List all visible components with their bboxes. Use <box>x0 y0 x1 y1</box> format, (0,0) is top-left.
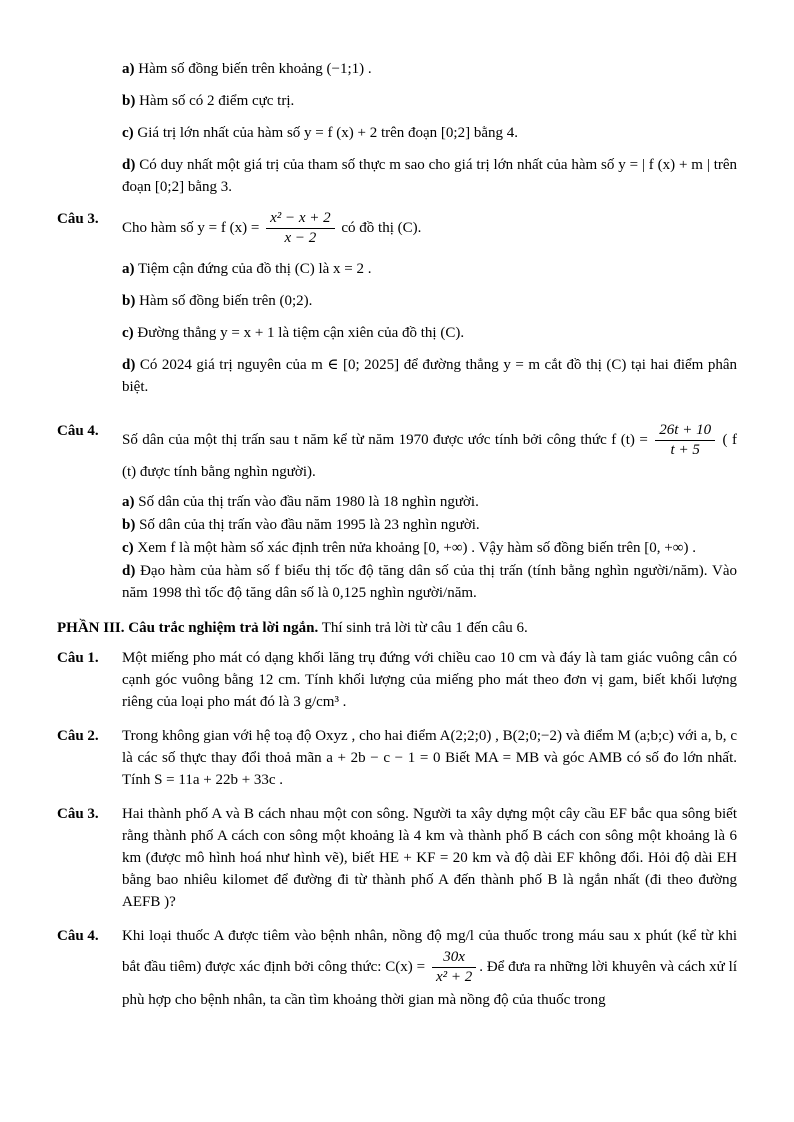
statement-text: Hàm số có 2 điểm cực trị. <box>139 93 295 109</box>
statement-label: a) <box>122 260 135 277</box>
statement-d <box>122 154 737 198</box>
statement-b <box>122 90 737 112</box>
statement-text: Xem f là một hàm số xác định trên nửa khoảng [0, +∞) . Vậy hàm số đồng biến trên [0, +∞) . <box>137 540 696 556</box>
question-text: Hai thành phố A và B cách nhau một con sông. Người ta xây dựng một cây cầu EF bắc qua sông biết rằng thành phố A cách con sông một khoảng là 4 km và thành phố B cách con sông một khoảng là 6 km (được mô hình hoá như hình vẽ), biết HE + KF = 20 km và độ dài EF không đổi. Hỏi độ dài EH bằng bao nhiêu kilomet để đường đi từ thành phố A đến thành phố B là ngắn nhất (đi theo đường AEFB )? <box>122 806 737 910</box>
statement-label: d) <box>122 157 136 173</box>
statement-a <box>122 491 737 513</box>
statement-text: Tiệm cận đứng của đồ thị (C) là x = 2 . <box>137 260 372 277</box>
question-body <box>122 725 737 791</box>
question-body <box>122 803 737 913</box>
question-label: Câu 3. <box>57 211 99 227</box>
statement-text: Số dân của thị trấn vào đầu năm 1980 là 18 nghìn người. <box>138 494 479 510</box>
fraction <box>432 949 476 987</box>
question-label: Câu 4. <box>57 928 99 944</box>
question-text-post: . Để đưa ra những lời khuyên và cách xử lí phù hợp cho bệnh nhân, ta cần tìm khoảng thời gian mà nồng độ của thuốc trong <box>122 959 737 1008</box>
question-body <box>122 647 737 713</box>
statement-text: Hàm số đồng biến trên (0;2). <box>139 292 313 309</box>
statement-b <box>122 514 737 536</box>
statement-c <box>122 122 737 144</box>
question-label: Câu 2. <box>57 728 99 744</box>
fraction <box>655 422 715 460</box>
question-body <box>122 420 737 606</box>
statement-label: a) <box>122 494 135 510</box>
statement-text: Đạo hàm của hàm số f biểu thị tốc độ tăng dân số của thị trấn (tính bằng nghìn người/năm). Vào năm 1998 thì tốc độ tăng dân số là 0,125 nghìn người/năm. <box>122 563 737 601</box>
fraction-denominator: x² + 2 <box>435 969 473 986</box>
question-intro <box>122 420 737 484</box>
statement-c <box>122 537 737 559</box>
statement-c <box>122 322 737 344</box>
fraction-denominator: t + 5 <box>670 441 700 458</box>
question-body <box>122 208 737 408</box>
part3-heading-instruction: Thí sinh trả lời từ câu 1 đến câu 6. <box>321 620 528 636</box>
fraction-numerator: x² − x + 2 <box>266 210 335 229</box>
question-label: Câu 4. <box>57 422 99 439</box>
statement-text: Số dân của thị trấn vào đầu năm 1995 là 23 nghìn người. <box>139 517 480 533</box>
intro-text-pre: Cho hàm số y = f (x) = <box>122 220 260 237</box>
fraction-numerator: 30x <box>432 949 476 968</box>
statement-text: Giá trị lớn nhất của hàm số y = f (x) + 2 trên đoạn [0;2] bằng 4. <box>137 125 518 141</box>
statement-d <box>122 560 737 604</box>
intro-text-post: có đồ thị (C). <box>341 220 422 237</box>
statement-label: b) <box>122 292 136 309</box>
statement-d <box>122 354 737 398</box>
statement-label: b) <box>122 517 136 533</box>
question-text: Một miếng pho mát có dạng khối lăng trụ đứng với chiều cao 10 cm và đáy là tam giác vuông cân có cạnh góc vuông bằng 12 cm. Tính khối lượng của miếng pho mát theo đơn vị gam, biết khối lượng riêng của loại pho mát đó là 3 g/cm³ . <box>122 650 737 710</box>
statement-label: a) <box>122 61 135 77</box>
part3-heading-title: PHẦN III. Câu trắc nghiệm trả lời ngắn. <box>57 620 319 636</box>
question-cau4-part2 <box>57 420 737 606</box>
intro-text-pre: Số dân của một thị trấn sau t năm kể từ năm 1970 được ước tính bởi công thức f (t) = <box>122 431 648 448</box>
statement-text: Có duy nhất một giá trị của tham số thực m sao cho giá trị lớn nhất của hàm số y = | f (x) + m | trên đoạn [0;2] bằng 3. <box>122 157 738 195</box>
previous-question-items <box>122 58 737 198</box>
question-cau4-part3 <box>57 925 737 1011</box>
part3-heading <box>57 617 737 639</box>
question-text-pre: Khi loại thuốc A được tiêm vào bệnh nhân, nồng độ mg/l của thuốc trong máu sau x phút (kể từ khi bắt đầu tiêm) được xác định bởi công thức: C(x) = <box>122 928 737 976</box>
statement-label: c) <box>122 125 134 141</box>
statement-label: d) <box>122 563 136 579</box>
fraction-numerator: 26t + 10 <box>655 422 715 441</box>
question-cau2-part3 <box>57 725 737 791</box>
statement-a <box>122 258 737 280</box>
question-label: Câu 1. <box>57 650 99 666</box>
statement-label: b) <box>122 93 136 109</box>
question-cau3-part2 <box>57 208 737 408</box>
question-intro <box>122 208 737 250</box>
fraction-denominator: x − 2 <box>284 230 317 247</box>
statement-text: Đường thẳng y = x + 1 là tiệm cận xiên của đồ thị (C). <box>137 324 465 341</box>
statement-label: c) <box>122 324 134 341</box>
question-cau3-part3 <box>57 803 737 913</box>
statement-text: Hàm số đồng biến trên khoảng (−1;1) . <box>138 61 372 77</box>
question-cau1-part3 <box>57 647 737 713</box>
statement-b <box>122 290 737 312</box>
question-label: Câu 3. <box>57 806 99 822</box>
statement-text: Có 2024 giá trị nguyên của m ∈ [0; 2025] để đường thẳng y = m cắt đồ thị (C) tại hai điểm phân biệt. <box>122 356 738 395</box>
statement-label: d) <box>122 356 136 373</box>
question-body <box>122 925 737 1011</box>
statement-label: c) <box>122 540 134 556</box>
statement-a <box>122 58 737 80</box>
fraction <box>266 210 335 248</box>
question-text: Trong không gian với hệ toạ độ Oxyz , cho hai điểm A(2;2;0) , B(2;0;−2) và điểm M (a;b;c) với a, b, c là các số thực thay đổi thoả mãn a + 2b − c − 1 = 0 Biết MA = MB và góc AMB có số đo lớn nhất. Tính S = 11a + 22b + 33c . <box>122 728 737 788</box>
intro-text-post: ( f (t) được tính bằng nghìn người). <box>122 431 737 480</box>
